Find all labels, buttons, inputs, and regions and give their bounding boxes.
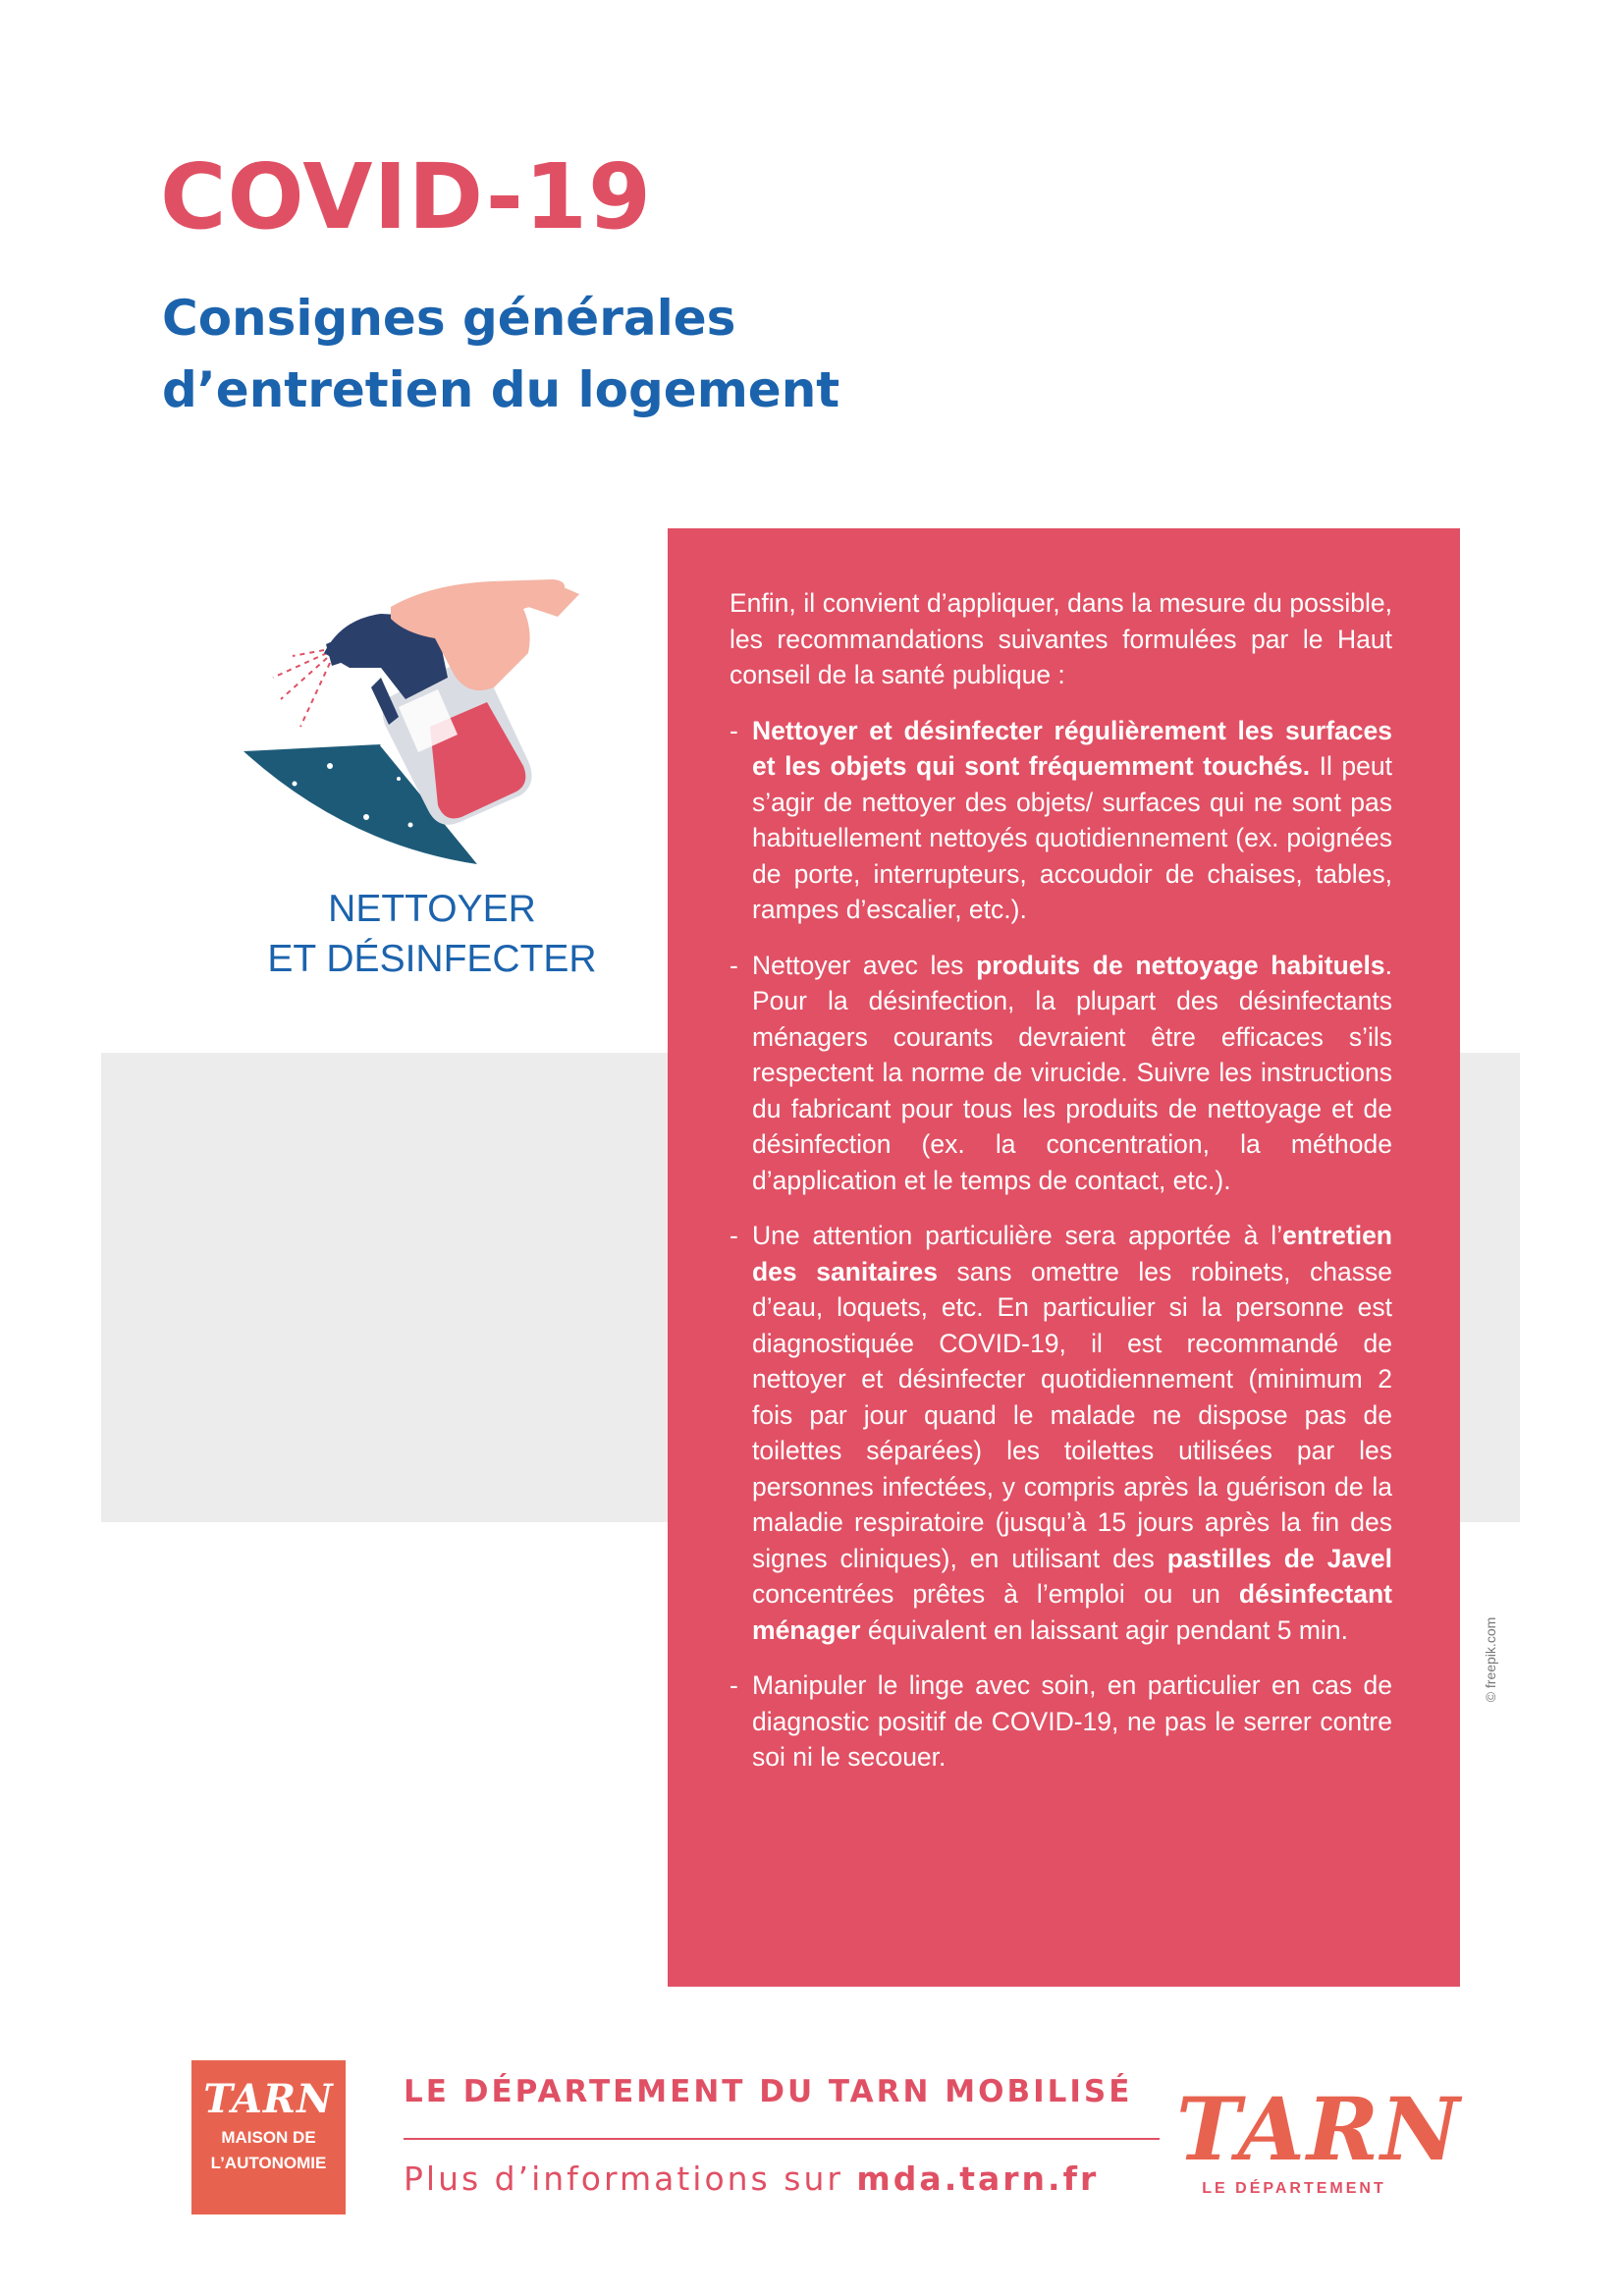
bullet-dash: - [730,1221,738,1250]
bullet-body-3: équivalent en laissant agir pendant 5 min. [860,1614,1348,1645]
bullet-text [752,1218,1392,1648]
image-credit [1481,1601,1500,1719]
footer-info-prefix: Plus d’informations sur [404,2159,857,2198]
mda-logo-tarn: TARN [203,2076,334,2122]
intro-paragraph: Enfin, il convient d’appliquer, dans la mesure du possible, les recommandations suivantes formulées par le Haut conseil de la santé publique : [730,588,1392,689]
tarn-logo-wordmark: TARN [1176,2078,1462,2180]
bullet-body: Il peut s’agir de nettoyer des objets/ surfaces qui ne sont pas habituellement nettoyés quotidiennement (ex. poignées de porte, interrupteurs, accoudoir de chaises, tables, rampes d’escalier, etc.). [752,751,1392,924]
mda-logo-line-2: L’AUTONOMIE [210,2154,327,2172]
bullet-dash: - [730,1670,738,1700]
credit-text: © freepik.com [1483,1616,1498,1703]
footer-divider [404,2138,1160,2140]
bullet-body-2: concentrées prêtes à l’emploi ou un [752,1579,1239,1609]
bullet-bold: produits de nettoyage habituels [976,950,1385,980]
illustration-caption [226,884,638,984]
bullet-bold-3: désinfectant ménager [752,1579,1392,1645]
footer-info [404,2159,1099,2198]
bullet-dash: - [730,950,738,980]
bullet-text: Manipuler le linge avec soin, en particulier en cas de diagnostic positif de COVID-19, ne pas le serrer contre soi ni le secouer. [752,1670,1392,1772]
bullet-text [752,713,1392,928]
page-subtitle [162,283,839,426]
bullet-dash: - [730,715,738,745]
bullet-body: sans omettre les robinets, chasse d’eau, loquets, etc. En particulier si la personne est diagnostiquée COVID-19, il est recommandé de nettoyer et désinfecter quotidiennement (minimum 2 fois par jour quand le malade ne dispose pas de toilettes séparées) les toilettes utilisées par les personnes infectées, y compris après la guérison de la maladie respiratoire (jusqu’à 15 jours après la fin des signes cliniques), en utilisant des [752,1256,1392,1573]
subtitle-line-2: d’entretien du logement [162,361,840,418]
caption-line-1: NETTOYER [328,888,536,930]
spray-cleaning-icon [234,560,597,869]
recommendations-box [668,528,1460,1987]
caption-line-2: ET DÉSINFECTER [267,938,597,980]
bullet-bold: Nettoyer et désinfecter régulièrement les surfaces et les objets qui sont fréquemment touchés. [752,715,1392,781]
list-item [730,1218,1392,1648]
list-item [730,1667,1392,1776]
list-item [730,948,1392,1199]
bullet-text [752,948,1392,1199]
bullet-lead: Nettoyer avec les [752,950,977,980]
subtitle-line-1: Consignes générales [162,290,736,347]
page-title: COVID-19 [160,144,652,249]
footer-headline: LE DÉPARTEMENT DU TARN MOBILISÉ [404,2074,1133,2109]
mda-logo [191,2060,346,2214]
list-item [730,713,1392,928]
footer-info-link[interactable]: mda.tarn.fr [856,2159,1100,2198]
bullet-bold: entretien des sanitaires [752,1221,1392,1286]
tarn-department-logo [1176,2078,1462,2208]
bullet-bold-2: pastilles de Javel [1166,1543,1392,1573]
bullet-lead: Une attention particulière sera apportée à l’ [752,1221,1283,1250]
bullet-body: . Pour la désinfection, la plupart des désinfectants ménagers courants devraient être efficaces s’ils respectent la norme de virucide. Suivre les instructions du fabricant pour tous les produits de nettoyage et de désinfection (ex. la concentration, la méthode d’application et le temps de contact, etc.). [752,950,1392,1195]
tarn-logo-subtitle: LE DÉPARTEMENT [1202,2180,1386,2197]
mda-logo-line-1: MAISON DE [221,2128,316,2147]
